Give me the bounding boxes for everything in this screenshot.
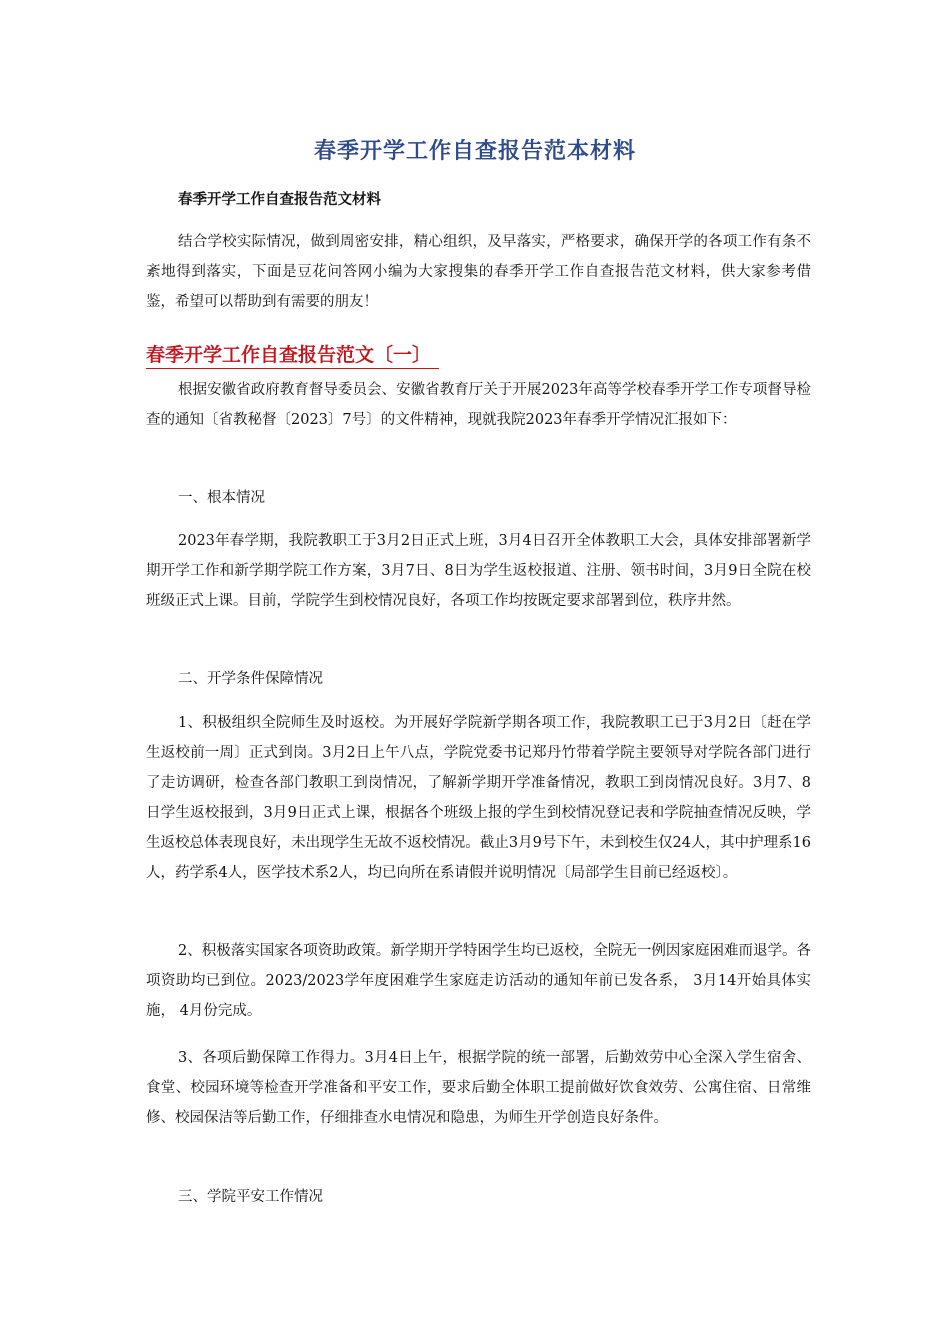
paragraph-1: 根据安徽省政府教育督导委员会、安徽省教育厅关于开展2023年高等学校春季开学工作专项督导检查的通知〔省教秘督〔2023〕7号〕的文件精神，现就我院2023年春季开学情况汇报如下：	[146, 382, 811, 428]
section-title-1: 一、根本情况	[178, 490, 265, 506]
section-title-2: 二、开学条件保障情况	[178, 671, 323, 687]
document-title: 春季开学工作自查报告范本材料	[313, 139, 636, 164]
paragraph-4: 2、积极落实国家各项资助政策。新学期开学特困学生均已返校，全院无一例因家庭困难而退学。各项资助均已到位。2023/2023学年度困难学生家庭走访活动的通知年前已发各系， 3月14开始具体实施， 4月份完成。	[146, 943, 811, 1019]
intro-paragraph: 结合学校实际情况，做到周密安排，精心组织，及早落实，严格要求，确保开学的各项工作有条不紊地得到落实，下面是豆花问答网小编为大家搜集的春季开学工作自查报告范文材料，供大家参考借鉴，希望可以帮助到有需要的朋友！	[146, 234, 811, 310]
section-heading: 春季开学工作自查报告范文〔一〕	[146, 340, 439, 369]
paragraph-2: 2023年春学期，我院教职工于3月2日正式上班，3月4日召开全体教职工大会，具体安排部署新学期开学工作和新学期学院工作方案，3月7日、8日为学生返校报道、注册、领书时间，3月9日全院在校班级正式上课。目前，学院学生到校情况良好，各项工作均按既定要求部署到位，秩序井然。	[146, 533, 811, 609]
paragraph-3: 1、积极组织全院师生及时返校。为开展好学院新学期各项工作，我院教职工已于3月2日〔赶在学生返校前一周〕正式到岗。3月2日上午八点，学院党委书记郑丹竹带着学院主要领导对学院各部门进行了走访调研，检查各部门教职工到岗情况，了解新学期开学准备情况，教职工到岗情况良好。3月7、8日学生返校报到，3月9日正式上课，根据各个班级上报的学生到校情况登记表和学院抽查情况反映，学生返校总体表现良好，未出现学生无故不返校情况。截止3月9号下午，未到校生仅24人，其中护理系16人，药学系4人，医学技术系2人，均已向所在系请假并说明情况〔局部学生目前已经返校〕。	[146, 715, 811, 881]
section-title-3: 三、学院平安工作情况	[178, 1189, 323, 1205]
document-subtitle: 春季开学工作自查报告范文材料	[178, 192, 381, 208]
paragraph-5: 3、各项后勤保障工作得力。3月4日上午，根据学院的统一部署，后勤效劳中心全深入学生宿舍、食堂、校园环境等检查开学准备和平安工作，要求后勤全体职工提前做好饮食效劳、公寓住宿、日常维修、校园保洁等后勤工作，仔细排查水电情况和隐患，为师生开学创造良好条件。	[146, 1050, 811, 1126]
